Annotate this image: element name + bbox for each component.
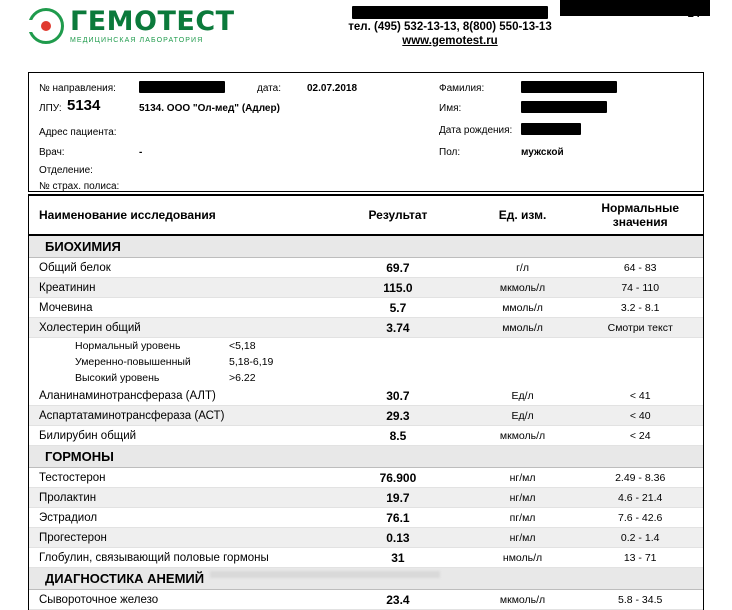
column-header-norm-line1: Нормальные: [601, 201, 680, 215]
policy-label: № страх. полиса:: [39, 181, 120, 192]
row-units: нг/мл: [509, 531, 536, 544]
logo-title: ГЕМОТЕСТ: [70, 6, 235, 37]
referral-number-label: № направления:: [39, 83, 116, 94]
surname-value: [521, 81, 617, 93]
section-header: [29, 446, 703, 468]
table-row: [29, 278, 703, 298]
lpu-code: 5134: [67, 97, 101, 114]
row-units: г/л: [516, 261, 529, 274]
row-result: 5.7: [389, 300, 407, 315]
sex-value: мужской: [521, 147, 564, 158]
note-row: [29, 354, 703, 370]
row-norm: 3.2 - 8.1: [620, 301, 660, 314]
table-row: [29, 318, 703, 338]
row-norm: 74 - 110: [621, 281, 660, 294]
row-norm: 5.8 - 34.5: [618, 593, 663, 606]
row-units: ммоль/л: [502, 301, 543, 314]
document-header: [0, 0, 732, 58]
surname-label: Фамилия:: [439, 83, 485, 94]
cut-off-row: [210, 571, 440, 578]
table-row: [29, 528, 703, 548]
row-result: 76.900: [379, 470, 417, 485]
row-units: Ед/л: [511, 389, 534, 402]
row-norm: 7.6 - 42.6: [618, 511, 663, 524]
address-redacted: [300, 6, 600, 19]
row-norm: < 40: [629, 409, 651, 422]
row-norm: 4.6 - 21.4: [618, 491, 663, 504]
row-norm: < 41: [629, 389, 651, 402]
corner-note: 24: [687, 8, 700, 20]
row-norm: 13 - 71: [623, 551, 657, 564]
row-name: Эстрадиол: [39, 511, 98, 524]
note-value: <5,18: [229, 340, 256, 352]
note-label: Умеренно-повышенный: [75, 356, 191, 368]
note-label: Нормальный уровень: [75, 340, 181, 352]
column-header-name: Наименование исследования: [39, 208, 216, 222]
row-units: мкмоль/л: [499, 593, 546, 606]
gemotest-logo-icon: [28, 8, 64, 44]
department-label: Отделение:: [39, 165, 93, 176]
row-units: мкмоль/л: [499, 429, 546, 442]
row-result: 115.0: [383, 280, 413, 295]
section-header: [29, 236, 703, 258]
note-row: [29, 338, 703, 354]
referral-number-value: [139, 81, 225, 93]
contact-phone: тел. (495) 532-13-13, 8(800) 550-13-13: [348, 21, 552, 33]
row-name: Креатинин: [39, 281, 96, 294]
row-norm: 0.2 - 1.4: [620, 531, 660, 544]
row-result: 19.7: [386, 490, 410, 505]
row-name: Сывороточное железо: [39, 593, 159, 606]
note-value: 5,18-6,19: [229, 356, 274, 368]
row-name: Прогестерон: [39, 531, 107, 544]
birthdate-value: [521, 123, 581, 135]
row-norm: 64 - 83: [623, 261, 657, 274]
row-name: Аланинаминотрансфераза (АЛТ): [39, 389, 216, 402]
doctor-value: -: [139, 147, 143, 158]
row-result: 30.7: [386, 388, 410, 403]
row-units: нмоль/л: [502, 551, 543, 564]
birthdate-label: Дата рождения:: [439, 125, 513, 136]
doctor-label: Врач:: [39, 147, 65, 158]
row-result: 29.3: [386, 408, 410, 423]
info-right-column: [429, 73, 705, 191]
firstname-value: [521, 101, 607, 113]
table-row: [29, 426, 703, 446]
row-norm: < 24: [629, 429, 651, 442]
row-result: 3.74: [386, 320, 410, 335]
table-row: [29, 548, 703, 568]
column-header-norm-line2: значения: [612, 215, 668, 229]
row-name: Пролактин: [39, 491, 97, 504]
results-table: [28, 194, 704, 610]
table-row: [29, 298, 703, 318]
logo-subtitle: МЕДИЦИНСКАЯ ЛАБОРАТОРИЯ: [70, 37, 204, 44]
row-name: Тестостерон: [39, 471, 106, 484]
row-result: 8.5: [389, 428, 407, 443]
lpu-label: ЛПУ:: [39, 103, 62, 114]
row-result: 0.13: [386, 530, 410, 545]
row-name: Общий белок: [39, 261, 111, 274]
row-name: Мочевина: [39, 301, 93, 314]
section-title: БИОХИМИЯ: [45, 239, 121, 254]
row-result: 76.1: [386, 510, 410, 525]
company-logo: [28, 8, 235, 44]
table-row: [29, 258, 703, 278]
row-norm: 2.49 - 8.36: [615, 471, 666, 484]
row-result: 31: [391, 550, 405, 565]
table-row: [29, 468, 703, 488]
section-title: ДИАГНОСТИКА АНЕМИЙ: [45, 571, 205, 586]
note-label: Высокий уровень: [75, 372, 160, 384]
column-header-result: Результат: [368, 208, 428, 222]
date-label: дата:: [257, 83, 281, 94]
date-value: 02.07.2018: [307, 83, 358, 94]
column-header-norm: [577, 201, 703, 229]
contact-website[interactable]: www.gemotest.ru: [402, 35, 498, 47]
info-left-column: [29, 73, 429, 191]
table-row: [29, 488, 703, 508]
note-value: >6.22: [229, 372, 256, 384]
table-row: [29, 406, 703, 426]
row-units: пг/мл: [509, 511, 536, 524]
row-units: нг/мл: [509, 471, 536, 484]
row-result: 23.4: [386, 592, 410, 607]
note-row: [29, 370, 703, 386]
table-row: [29, 590, 703, 610]
section-title: ГОРМОНЫ: [45, 449, 114, 464]
row-units: нг/мл: [509, 491, 536, 504]
row-result: 69.7: [386, 260, 410, 275]
row-units: Ед/л: [511, 409, 534, 422]
column-header-units: Ед. изм.: [498, 208, 547, 222]
row-units: ммоль/л: [502, 321, 543, 334]
row-name: Билирубин общий: [39, 429, 137, 442]
lpu-name: 5134. ООО "Ол-мед" (Адлер): [139, 103, 280, 114]
table-header-row: [29, 194, 703, 236]
row-units: мкмоль/л: [499, 281, 546, 294]
table-row: [29, 386, 703, 406]
patient-info-box: [28, 72, 704, 192]
firstname-label: Имя:: [439, 103, 462, 114]
contact-block: [300, 6, 600, 47]
sex-label: Пол:: [439, 147, 461, 158]
patient-address-label: Адрес пациента:: [39, 127, 117, 138]
row-name: Глобулин, связывающий половые гормоны: [39, 551, 269, 564]
row-norm: Смотри текст: [607, 321, 673, 334]
table-row: [29, 508, 703, 528]
logo-text: [70, 8, 235, 44]
row-name: Аспартатаминотрансфераза (АСТ): [39, 409, 225, 422]
row-name: Холестерин общий: [39, 321, 141, 334]
